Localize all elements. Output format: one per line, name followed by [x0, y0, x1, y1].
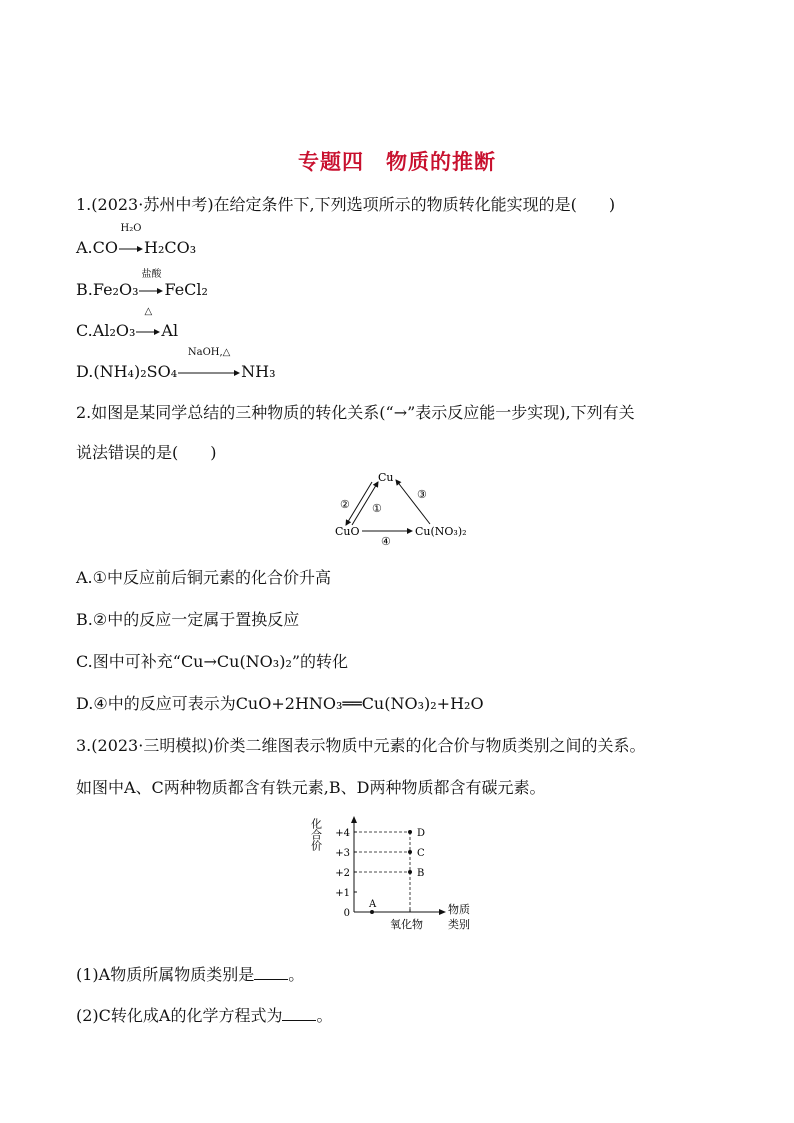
- x-axis-label-line2: 类别: [448, 918, 470, 931]
- x-axis-label-line1: 物质: [448, 903, 470, 916]
- reaction-condition: NaOH,△: [187, 347, 231, 358]
- label-3: ③: [417, 488, 427, 501]
- option-letter: A.: [76, 238, 93, 257]
- point-label-D: D: [417, 828, 426, 839]
- q1-option-a[interactable]: [76, 223, 197, 257]
- q3-stem-line1: 3.(2023·三明模拟)价类二维图表示物质中元素的化合价与物质类别之间的关系。: [76, 736, 646, 755]
- option-letter: C.: [76, 321, 93, 340]
- reaction-arrow: [138, 269, 164, 299]
- node-cu: Cu: [378, 471, 394, 484]
- point-label-A: A: [369, 899, 377, 910]
- valence-category-chart: [310, 812, 490, 937]
- y-tick-label: +1: [335, 888, 350, 899]
- period: 。: [288, 965, 305, 984]
- arrow-2: [346, 482, 372, 525]
- reaction-arrow: [118, 223, 144, 257]
- q3-sub1-text: (1)A物质所属物质类别是: [76, 965, 255, 984]
- q2-stem-line1: 2.如图是某同学总结的三种物质的转化关系(“→”表示反应能一步实现),下列有关: [76, 403, 635, 422]
- q2-option-b[interactable]: B.②中的反应一定属于置换反应: [76, 610, 300, 629]
- copper-conversion-diagram: [320, 468, 480, 548]
- reaction-condition: 盐酸: [141, 269, 162, 280]
- period: 。: [316, 1006, 333, 1025]
- q3-sub2-text: (2)C转化成A的化学方程式为: [76, 1006, 283, 1025]
- point-label-B: B: [417, 868, 425, 879]
- data-point-D: [408, 830, 412, 834]
- reactant: CO: [92, 238, 118, 257]
- label-1: ①: [372, 502, 382, 515]
- data-point-A: [370, 910, 374, 914]
- q3-sub2: [76, 1003, 332, 1026]
- data-point-B: [408, 870, 412, 874]
- q2-option-a[interactable]: A.①中反应前后铜元素的化合价升高: [76, 568, 331, 587]
- y-axis-label: 化合价: [310, 818, 323, 851]
- q1-option-c[interactable]: [76, 306, 179, 340]
- reactant: (NH₄)₂SO₄: [93, 362, 178, 381]
- product: H₂CO₃: [144, 238, 197, 257]
- reactant: Al₂O₃: [92, 321, 136, 340]
- right-arrow-icon: [138, 286, 164, 296]
- answer-blank-1[interactable]: [254, 965, 288, 980]
- x-category-label: 氧化物: [390, 918, 423, 931]
- q2-option-c[interactable]: C.图中可补充“Cu→Cu(NO₃)₂”的转化: [76, 652, 349, 671]
- data-point-C: [408, 850, 412, 854]
- q3-sub1: [76, 962, 304, 985]
- guide-lines: [354, 832, 410, 912]
- q1-stem: 1.(2023·苏州中考)在给定条件下,下列选项所示的物质转化能实现的是( ): [76, 195, 616, 214]
- data-points: [368, 828, 425, 914]
- x-axis-arrow-icon: [439, 909, 446, 915]
- right-arrow-icon: [135, 327, 161, 337]
- label-4: ④: [381, 535, 391, 548]
- y-axis-arrow-icon: [351, 816, 357, 823]
- right-arrow-icon: [118, 244, 144, 254]
- product: NH₃: [241, 362, 276, 381]
- right-arrow-icon: [177, 368, 241, 378]
- answer-blank-2[interactable]: [282, 1006, 316, 1021]
- option-letter: B.: [76, 280, 93, 299]
- node-cuo: CuO: [335, 525, 360, 538]
- option-letter: D.: [76, 362, 94, 381]
- q1-option-d[interactable]: [76, 347, 276, 381]
- q3-stem-line2: 如图中A、C两种物质都含有铁元素,B、D两种物质都含有碳元素。: [76, 778, 546, 797]
- arrow-3: [396, 480, 430, 524]
- y-tick-label: +3: [335, 848, 350, 859]
- product: Al: [161, 321, 179, 340]
- reaction-condition: H₂O: [120, 223, 142, 234]
- reaction-condition: △: [144, 306, 153, 317]
- reactant: Fe₂O₃: [92, 280, 139, 299]
- y-tick-label: 0: [343, 908, 350, 919]
- page-title: 专题四 物质的推断: [298, 150, 496, 174]
- label-2: ②: [340, 498, 350, 511]
- q2-stem-line2: 说法错误的是( ): [76, 443, 217, 462]
- product: FeCl₂: [164, 280, 208, 299]
- y-tick-label: +4: [335, 828, 350, 839]
- point-label-C: C: [417, 848, 425, 859]
- reaction-arrow: [177, 347, 241, 381]
- reaction-arrow: [135, 306, 161, 340]
- node-cuno3: Cu(NO₃)₂: [415, 525, 467, 538]
- q1-option-b[interactable]: [76, 269, 208, 299]
- y-tick-label: +2: [335, 868, 350, 879]
- q2-option-d[interactable]: D.④中的反应可表示为CuO+2HNO₃══Cu(NO₃)₂+H₂O: [76, 694, 484, 713]
